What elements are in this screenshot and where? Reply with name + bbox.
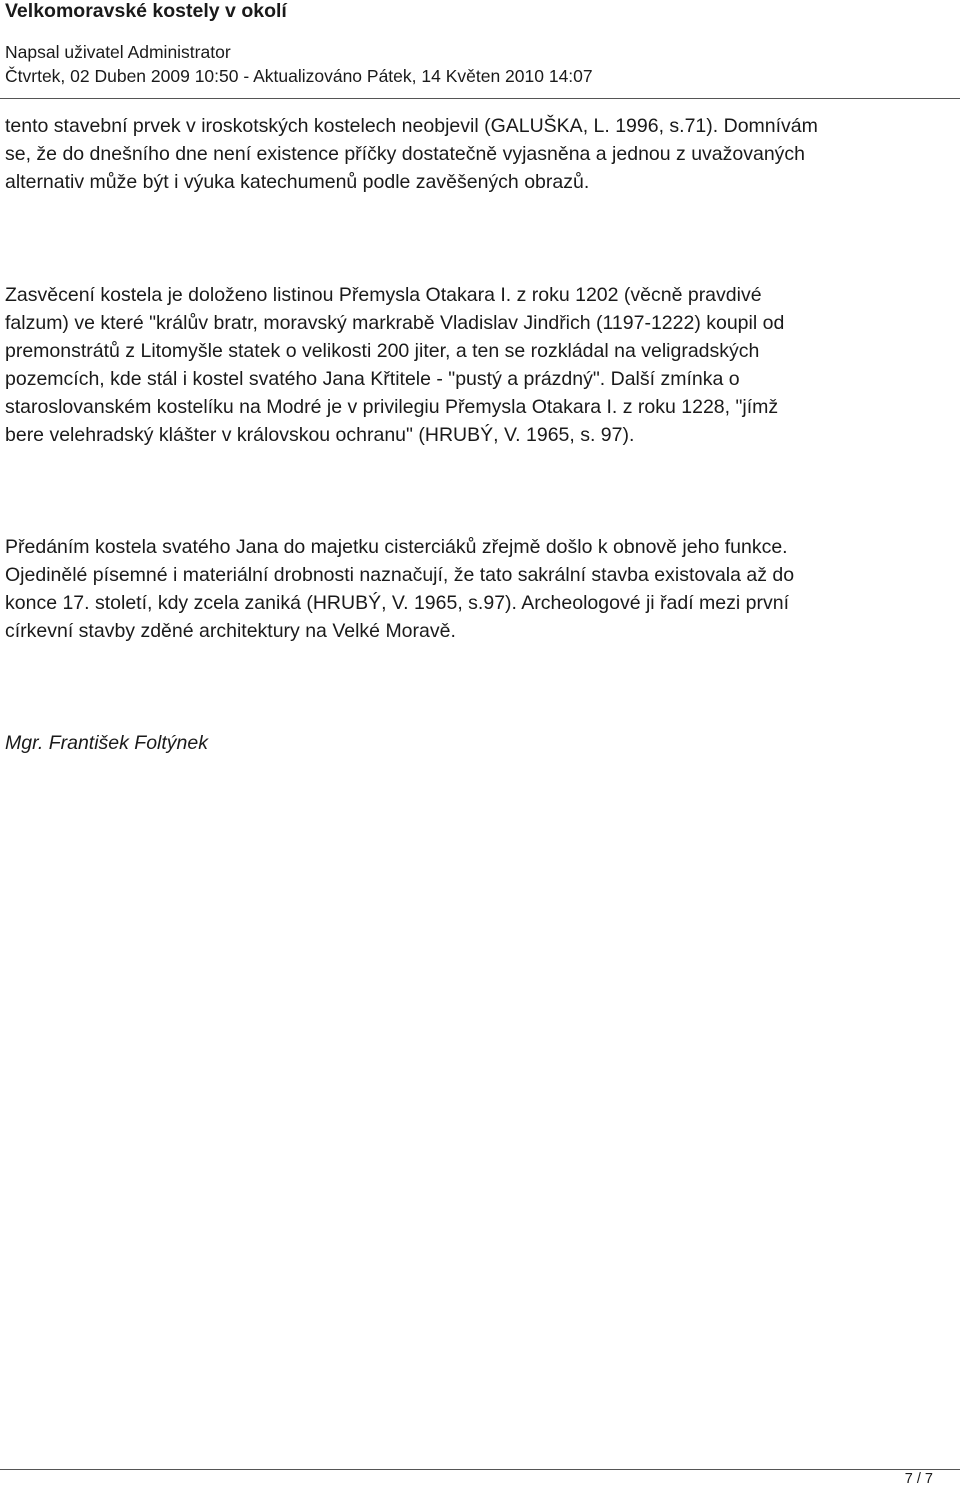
page-title: Velkomoravské kostely v okolí bbox=[5, 0, 287, 22]
date-line: Čtvrtek, 02 Duben 2009 10:50 - Aktualizováno Pátek, 14 Květen 2010 14:07 bbox=[5, 66, 593, 86]
author-line: Napsal uživatel Administrator bbox=[5, 42, 231, 62]
paragraph-1: tento stavební prvek v iroskotských kostelech neobjevil (GALUŠKA, L. 1996, s.71). Domnívám se, že do dnešního dne není existence příčky dostatečně vyjasněna a jednou z uvažovaných alternativ může být i výuka katechumenů podle zavěšených obrazů. bbox=[5, 115, 818, 193]
header-divider bbox=[0, 98, 960, 99]
footer-divider bbox=[0, 1469, 960, 1470]
paragraph-3: Předáním kostela svatého Jana do majetku cisterciáků zřejmě došlo k obnově jeho funkce. Ojedinělé písemné i materiální drobnosti naznačují, že tato sakrální stavba existovala až do konce 17. století, kdy zcela zaniká (HRUBÝ, V. 1965, s.97). Archeologové ji řadí mezi první církevní stavby zděné architektury na Velké Moravě. bbox=[5, 536, 795, 642]
paragraph-2: Zasvěcení kostela je doloženo listinou Přemysla Otakara I. z roku 1202 (věcně pravdivé falzum) ve které "králův bratr, moravský markrabě Vladislav Jindřich (1197-1222) koupil od premonstrátů z Litomyšle statek o velikosti 200 jiter, a ten se rozkládal na veligradských pozemcích, kde stál i kostel svatého Jana Křtitele - "pustý a prázdný". Další zmínka o staroslovanském kostelíku na Modré je v privilegiu Přemysla Otakara I. z roku 1228, "jímž bere velehradský klášter v královskou ochranu" (HRUBÝ, V. 1965, s. 97). bbox=[5, 284, 785, 446]
author-signature: Mgr. František Foltýnek bbox=[5, 732, 208, 754]
page-number: 7 / 7 bbox=[904, 1471, 933, 1487]
